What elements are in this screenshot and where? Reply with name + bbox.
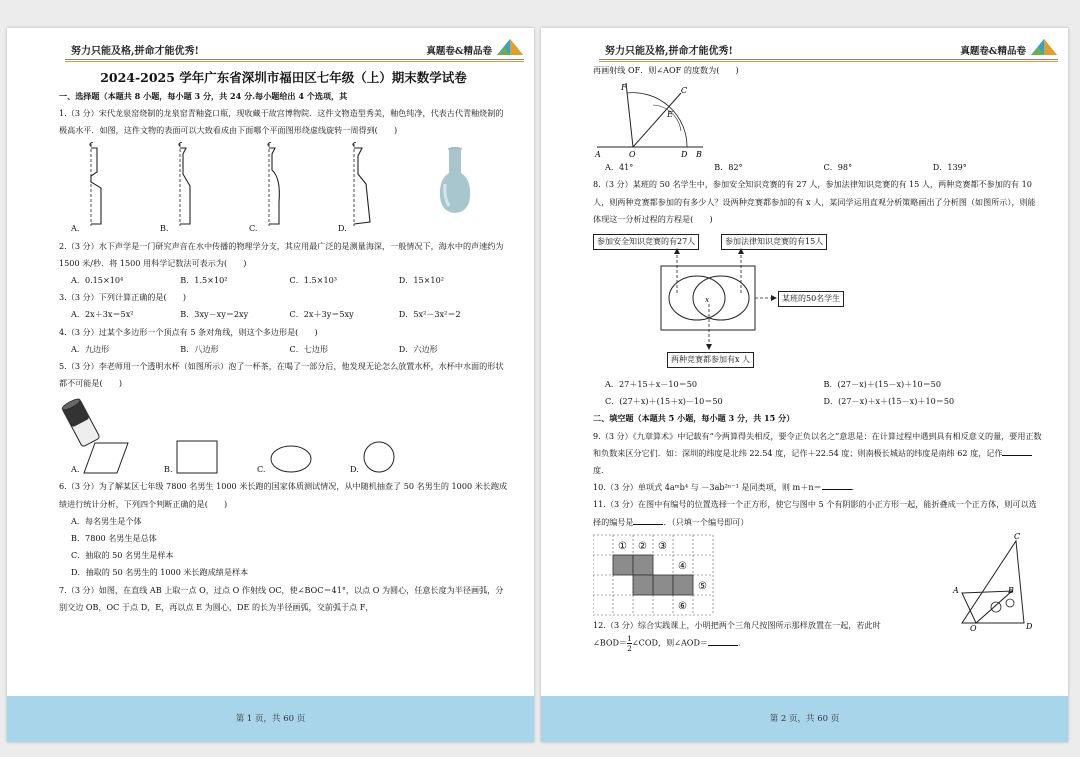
box-class-students: 某班的50名学生 [778, 291, 844, 307]
q7-option-d[interactable]: D．139° [932, 162, 967, 173]
header-brand: 真题卷&精品卷 [426, 46, 492, 57]
question-8: 8.（3 分）某班的 50 名学生中，参加安全知识竞赛的有 27 人，参加法律知识竞赛的有 15 人，两种竞赛都不参加的有 10 人，则两种竞赛都参加的有多少人？设两种竞赛都参加的有 x 人，某同学运用直观分析策略画出了分析图（如图所示），则能体现这一分析过程的方程是( ) [593, 179, 1036, 224]
angle-construction-diagram [593, 79, 713, 159]
question-12: 12.（3 分）综合实践课上，小明把两个三角尺按图所示那样放置在一起，若此时 [593, 619, 881, 630]
header-brand: 真题卷&精品卷 [960, 46, 1026, 57]
q4-option-c[interactable]: C．七边形 [289, 343, 329, 354]
label-D: D [681, 150, 688, 160]
venn-x-label: x [705, 295, 710, 305]
label-F: F [621, 83, 627, 93]
slot-2[interactable]: ② [638, 540, 647, 552]
q8-options-row-1 [593, 376, 1042, 393]
q8-option-b[interactable]: B．(27－x)＋(15－x)＋10＝50 [823, 379, 941, 390]
rectangle-shape [176, 440, 218, 474]
slot-1[interactable]: ① [618, 540, 627, 552]
q3-option-a[interactable]: A．2x＋3x＝5x² [71, 309, 134, 320]
question-12-condition: ∠BOD＝ $\frac{1}{2}$ ∠COD，则∠AOD＝ ． [593, 634, 747, 654]
box-safety-contest: 参加安全知识竞赛的有27人 [593, 234, 699, 250]
question-11: 11.（3 分）在图中有编号的位置选择一个正方形，使它与图中 5 个有阴影的小正方形一起，能折叠成一个正方体，则可以选择的编号是 ．（只填一个编号即可） [593, 499, 1037, 527]
page-2-content [593, 62, 1042, 653]
q3-options [59, 306, 508, 323]
q5-options [59, 392, 508, 478]
header-rule [599, 59, 1058, 60]
q10-answer-blank[interactable] [822, 489, 852, 490]
q11-answer-blank[interactable] [633, 524, 663, 525]
set-squares-figure [952, 531, 1042, 631]
q5-option-b[interactable]: B. [152, 438, 245, 478]
q7-option-c[interactable]: C．98° [823, 162, 853, 173]
slot-6[interactable]: ⑥ [678, 600, 687, 612]
slot-3[interactable]: ③ [658, 540, 667, 552]
label-D: D [1026, 621, 1033, 631]
q5-option-c[interactable]: C. [245, 438, 338, 478]
question-10: 10.（3 分）单项式 4aᵐb⁴ 与 －3ab²ⁿ⁻¹ 是同类项，则 m＋n＝ ． [593, 482, 860, 493]
q6-option-d[interactable]: D．抽取的 50 名男生的 1000 米长跑成绩是样本 [71, 567, 249, 578]
exam-title: 2024-2025 学年广东省深圳市福田区七年级（上）期末数学试卷 [100, 70, 467, 85]
page-1-footer: 第 1 页，共 60 页 [7, 696, 534, 742]
q1-option-c[interactable]: C. [237, 140, 326, 238]
label-A: A [595, 150, 601, 160]
q12-answer-blank[interactable] [708, 645, 738, 646]
q6-option-b[interactable]: B．7800 名男生是总体 [71, 533, 157, 544]
label-C: C [681, 86, 688, 96]
section-1-heading: 一、选择题（本题共 8 小题，每小题 3 分，共 24 分.每小题给出 4 个选项，其 [59, 91, 348, 101]
box-both-contests: 两种竞赛都参加有x 人 [667, 352, 754, 368]
celadon-vase-image [415, 140, 504, 238]
profile-figure-b [166, 142, 196, 228]
page-2 [541, 28, 1068, 742]
q4-options [59, 341, 508, 358]
question-5: 5.（3 分）李老师用一个透明水杯（如图所示）泡了一杯茶，在喝了一部分后，他发现无论怎么放置水杯，水杯中水面的形状都不可能是( ) [59, 361, 504, 389]
header-slogan: 努力只能及格,拼命才能优秀! [71, 46, 199, 57]
q2-option-b[interactable]: B．1.5×10² [180, 275, 228, 286]
q7-options [593, 159, 1042, 176]
q5-option-d[interactable]: D. [338, 438, 431, 478]
q8-option-d[interactable]: D．(27－x)＋x＋(15－x)＋10＝50 [823, 396, 955, 407]
q8-analysis-diagram [593, 228, 1042, 376]
section-2-heading: 二、填空题（本题共 5 小题，每小题 3 分，共 15 分） [593, 413, 795, 424]
profile-figure-c [255, 142, 285, 228]
cube-net-grid [593, 533, 723, 619]
q4-option-a[interactable]: A．九边形 [71, 343, 110, 354]
q4-option-d[interactable]: D．六边形 [398, 343, 438, 354]
vase-picture [435, 146, 475, 216]
profile-figure-a [77, 142, 107, 228]
fraction-one-half: $\frac{1}{2}$ [627, 634, 632, 654]
label-O: O [970, 623, 977, 631]
slot-4[interactable]: ④ [678, 560, 687, 572]
q7-option-a[interactable]: A．41° [605, 162, 634, 173]
q3-option-c[interactable]: C．2x＋3y＝5xy [289, 309, 354, 320]
page-1 [7, 28, 534, 742]
question-4: 4.（3 分）过某个多边形一个顶点有 5 条对角线，则这个多边形是( ) [59, 326, 318, 337]
q2-options [59, 272, 508, 289]
question-6: 6.（3 分）为了解某区七年级 7800 名男生 1000 米长跑的国家体质测试情况，从中随机抽查了 50 名男生的 1000 米长跑成绩进行统计分析，下列四个判断正确的是( ) [59, 481, 508, 509]
label-B: B [696, 150, 702, 160]
question-1: 1.（3 分）宋代龙泉窑烧制的龙泉窑青釉瓷口瓶，现收藏于故宫博物院．这件文物造型秀美，釉色纯净，代表古代青釉烧制的极高水平．如图，这件文物的表面可以大致看成由下面哪个平面图形绕虚线旋转一周得到( ) [59, 108, 504, 136]
triangle-logo-icon [1030, 38, 1058, 56]
question-3: 3.（3 分）下列计算正确的是( ) [59, 292, 186, 303]
label-E: E [667, 110, 673, 120]
label-O: O [629, 150, 636, 160]
q7-option-b[interactable]: B．82° [714, 162, 743, 173]
q4-option-b[interactable]: B．八边形 [180, 343, 219, 354]
label-C: C [1014, 531, 1021, 541]
question-2: 2.（3 分）水下声学是一门研究声音在水中传播的物理学分支，其应用最广泛的是测量海深，一般情况下，海水中的声速约为 1500 米/秒．将 1500 用科学记数法可表示为( ) [59, 240, 504, 268]
q3-option-b[interactable]: B．3xy－xy＝2xy [180, 309, 249, 320]
parallelogram-shape [83, 442, 129, 474]
label-A: A [953, 585, 959, 595]
q1-option-d[interactable]: D. [326, 140, 415, 238]
header-rule-accent [65, 61, 524, 62]
page-1-content [59, 68, 508, 616]
q3-option-d[interactable]: D．5x²－3x²＝2 [398, 309, 461, 320]
page-2-footer: 第 2 页，共 60 页 [541, 696, 1068, 742]
q2-option-d[interactable]: D．15×10² [398, 275, 444, 286]
triangle-logo-icon [496, 38, 524, 56]
q8-option-c[interactable]: C．(27＋x)＋(15＋x)－10＝50 [605, 396, 723, 407]
q1-option-a[interactable]: A. [59, 140, 148, 238]
q1-options [59, 140, 508, 238]
profile-figure-d [344, 142, 374, 228]
q6-option-c[interactable]: C．抽取的 50 名男生是样本 [71, 550, 174, 561]
q7-figure [593, 79, 1042, 159]
q2-option-a[interactable]: A．0.15×10⁴ [71, 275, 124, 286]
label-B: B [1008, 585, 1014, 595]
header-slogan: 努力只能及格,拼命才能优秀! [605, 46, 733, 57]
q8-option-a[interactable]: A．27＋15＋x－10＝50 [605, 379, 698, 390]
q6-option-a[interactable]: A．每名男生是个体 [71, 515, 142, 526]
q2-option-c[interactable]: C．1.5×10³ [289, 275, 337, 286]
box-law-contest: 参加法律知识竞赛的有15人 [721, 234, 827, 250]
q5-option-a[interactable]: A. [59, 438, 152, 478]
ellipse-shape [269, 444, 313, 474]
question-9: 9.（3 分）《九章算术》中记载有“今两算得失相反，要令正负以名之”意思是：在计算过程中遇到具有相反意义的量，要用正数和负数来区分它们．如：深圳的纬度是北纬 22.54 度，记作＋22.54 度；则南极长城站的纬度是南纬 62 度，记作度． [593, 430, 1042, 476]
header-rule [65, 59, 524, 60]
question-7: 7.（3 分）如图，在直线 AB 上取一点 O，过点 O 作射线 OC，使∠BOC＝41°，以点 O 为圆心，任意长度为半径画弧，分别交边 OB，OC 于点 D，E，再以点 E 为圆心，DE 的长为半径画弧，交前弧于点 F， [59, 584, 504, 612]
circle-shape [362, 440, 396, 474]
q9-answer-blank[interactable] [1002, 455, 1032, 456]
q8-options-row-2 [593, 393, 1042, 410]
q1-option-b[interactable]: B. [148, 140, 237, 238]
slot-5[interactable]: ⑤ [698, 580, 707, 592]
question-7-continued: 再画射线 OF．则∠AOF 的度数为( ) [593, 65, 739, 75]
